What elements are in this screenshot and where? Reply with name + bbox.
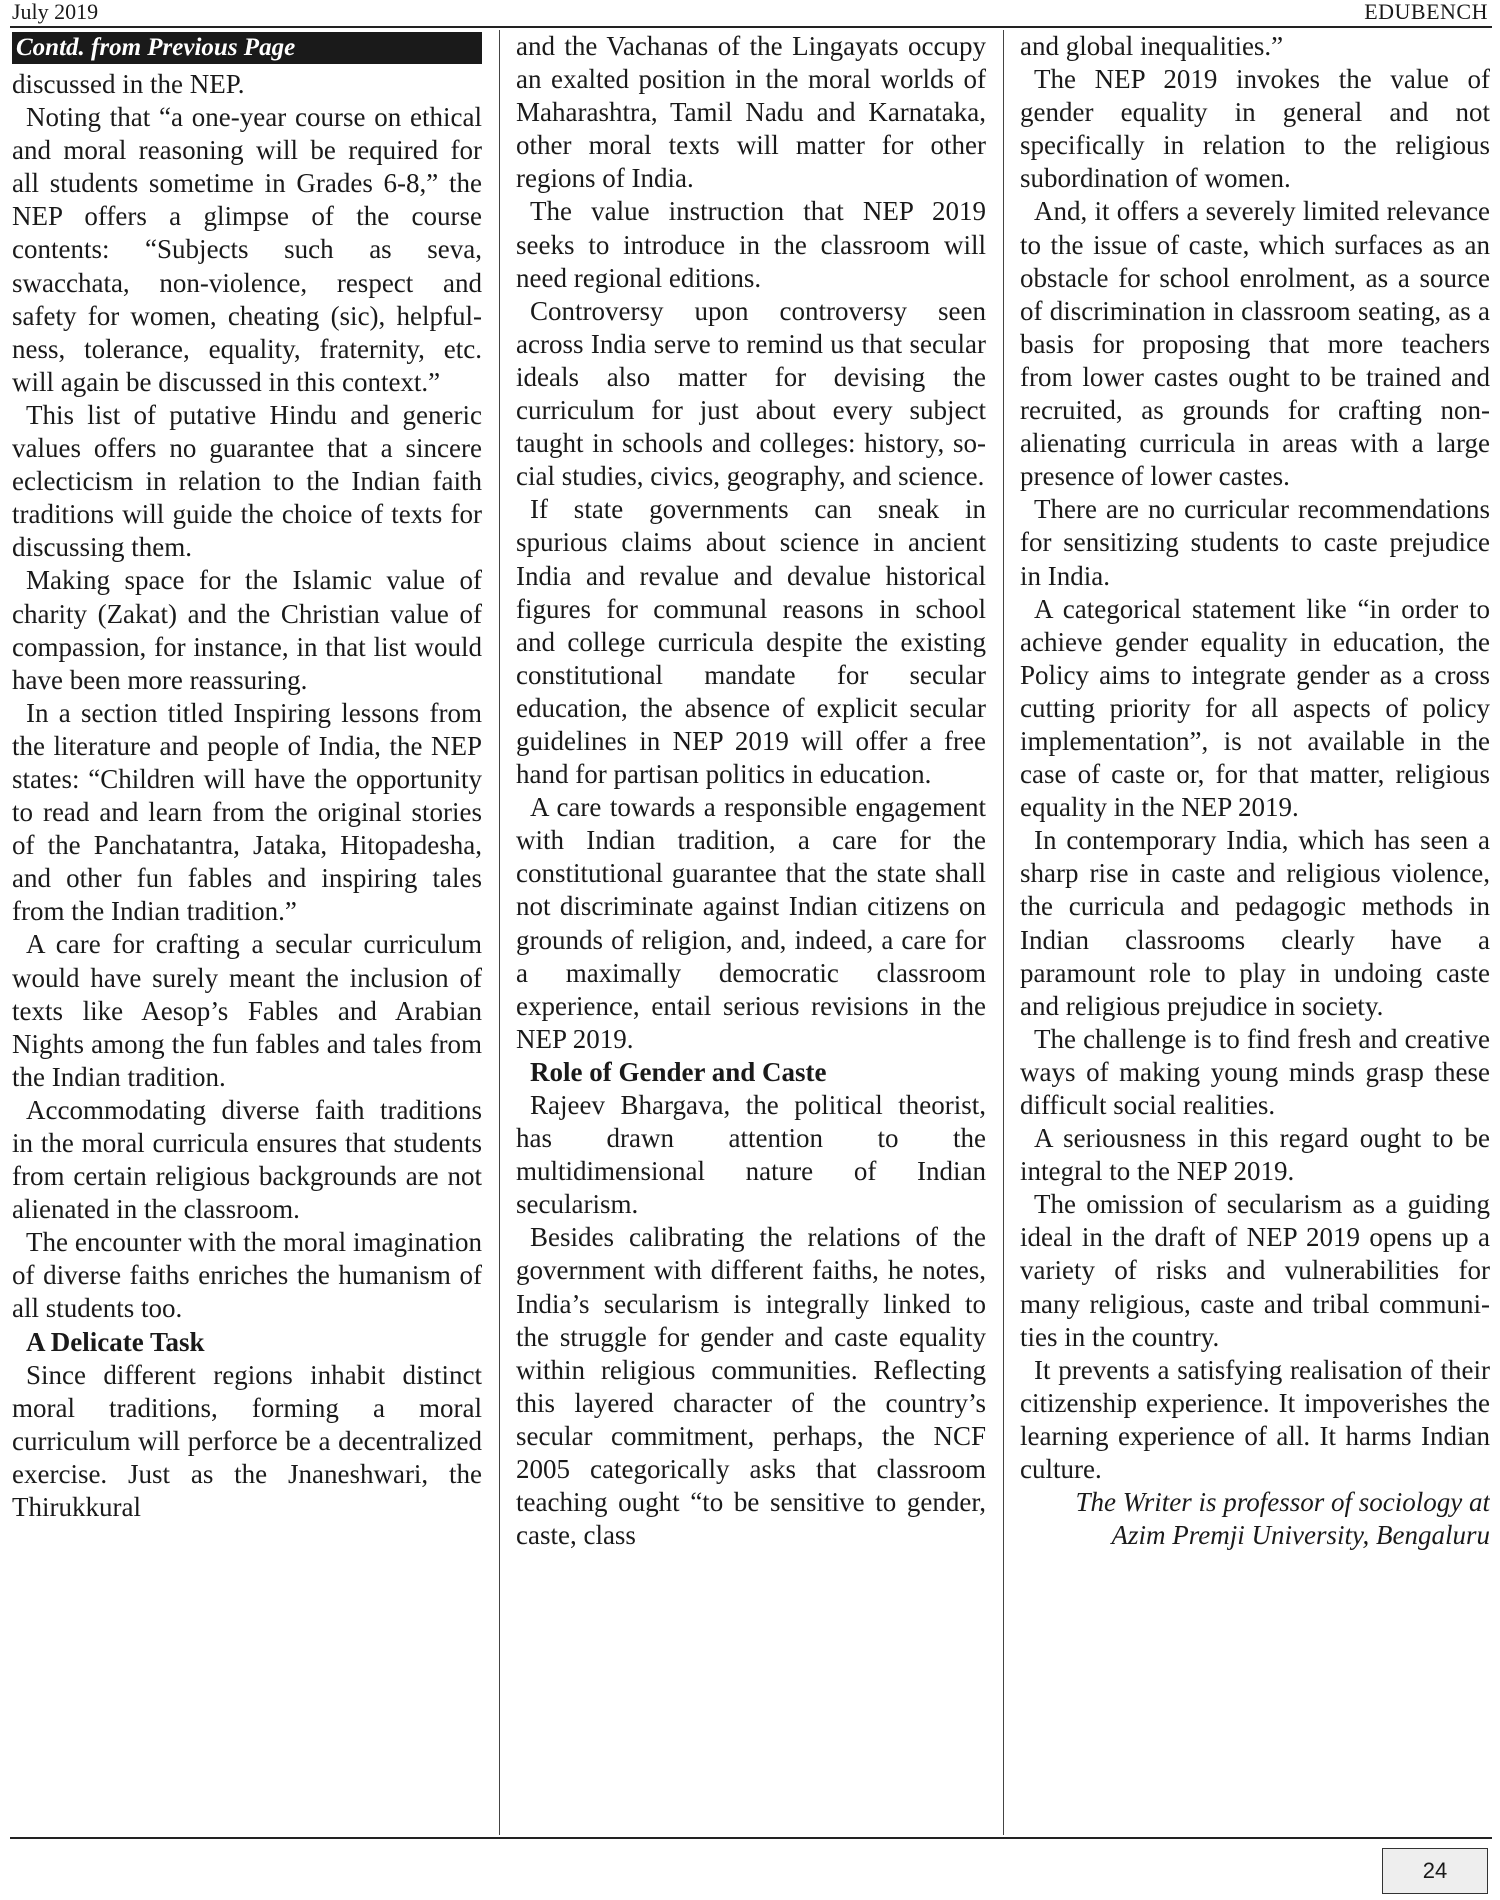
header-rule xyxy=(10,26,1492,28)
paragraph: and global inequalities.” xyxy=(1020,31,1284,61)
article-column-1 xyxy=(12,30,482,1835)
paragraph: There are no curricular recommendations for sensitizing students to caste prejudice in India. xyxy=(1020,494,1490,591)
footer-rule xyxy=(10,1837,1492,1839)
paragraph: Since different regions inhabit distinct moral traditions, forming a moral curriculum will perforce be a decentralized exercise. Just as the Jnaneshwari, the Thirukkural xyxy=(12,1359,482,1523)
column-divider xyxy=(1003,30,1004,1835)
paragraph: This list of putative Hindu and generic values offers no guarantee that a sincere eclecticism in relation to the Indian faith traditions will guide the choice of texts for discussing them. xyxy=(12,399,482,563)
paragraph: The value instruction that NEP 2019 seeks to introduce in the classroom will need regional editions. xyxy=(516,196,986,293)
publication-name: EDUBENCH xyxy=(1364,0,1488,24)
paragraph: Making space for the Islamic value of charity (Zakat) and the Christian value of compassion, for instance, in that list would have been more reassuring. xyxy=(12,565,482,695)
paragraph: A categorical statement like “in order to achieve gender equality in education, the Policy aims to integrate gender as a cross cutting priority for all aspects of policy implementation”, is not available in the case of caste or, for that matter, religious equality in the NEP 2019. xyxy=(1020,593,1490,823)
paragraph: The challenge is to find fresh and creative ways of making young minds grasp these difficult social realities. xyxy=(1020,1023,1490,1120)
paragraph: Accommodating diverse faith traditions in the moral curricula ensures that students from certain religious backgrounds are not alienated in the classroom. xyxy=(12,1094,482,1225)
paragraph: And, it offers a severely limited relevance to the issue of caste, which surfaces as an obstacle for school enrolment, as a source of discrimination in classroom seating, as a basis for proposing that more teachers from lower castes ought to be trained and recruited, as grounds for crafting non-alienating curricula in areas with a large presence of lower castes. xyxy=(1020,196,1490,492)
continued-label: Contd. from Previous Page xyxy=(12,32,482,64)
paragraph: In contemporary India, which has seen a sharp rise in caste and religious violence, the curricula and pedagogic methods in Indian classrooms clearly have a paramount role to play in undoing caste and religious prejudice in society. xyxy=(1020,825,1490,1021)
paragraph: discussed in the NEP. xyxy=(12,69,245,99)
paragraph: and the Vachanas of the Lingayats occupy an exalted position in the moral worlds of Maharashtra, Tamil Nadu and Karnataka, other moral texts will matter for other regions of India. xyxy=(516,31,986,194)
page-number: 24 xyxy=(1382,1848,1488,1894)
paragraph: A care for crafting a secular curriculum would have surely meant the inclusion of texts like Aesop’s Fables and Arabian Nights among the fun fables and tales from the Indian tradition. xyxy=(12,929,482,1092)
paragraph: Noting that “a one-year course on ethical and moral reasoning will be required for all students sometime in Grades 6-8,” the NEP offers a glimpse of the course contents: “Subjects such as seva, swacchata, non-violence, respect and safety for women, cheating (sic), helpfulness, tolerance, equality, fraternity, etc. will again be discussed in this context.” xyxy=(12,102,482,397)
section-heading: A Delicate Task xyxy=(26,1326,205,1357)
paragraph: The NEP 2019 invokes the value of gender equality in general and not specifically in relation to the religious subordination of women. xyxy=(1020,64,1490,194)
paragraph: In a section titled Inspiring lessons from the literature and people of India, the NEP states: “Children will have the opportunity to read and learn from the original stories of the Panchatantra, Jataka, Hitopadesha, and other fun fables and inspiring tales from the Indian tradition.” xyxy=(12,697,482,927)
paragraph: Rajeev Bhargava, the political theorist, has drawn attention to the multidimensional nature of Indian secularism. xyxy=(516,1090,986,1220)
paragraph: The omission of secularism as a guiding ideal in the draft of NEP 2019 opens up a variety of risks and vulnerabilities for many religious, caste and tribal communities in the country. xyxy=(1020,1189,1490,1352)
paragraph: Controversy upon controversy seen across India serve to remind us that secular ideals also matter for devising the curriculum for just about every subject taught in schools and colleges: history, social studies, civics, geography, and science. xyxy=(516,295,986,492)
section-heading: Role of Gender and Caste xyxy=(530,1056,827,1087)
column-divider xyxy=(499,30,500,1835)
paragraph: The encounter with the moral imagination of diverse faiths enriches the humanism of all students too. xyxy=(12,1227,482,1324)
author-credit: The Writer is professor of sociology at Azim Premji University, Bengaluru xyxy=(1075,1487,1490,1551)
article-column-3 xyxy=(1020,30,1490,1835)
issue-date: July 2019 xyxy=(12,0,99,24)
paragraph: It prevents a satisfying realisation of their citizenship experience. It impoverishes the learning experience of all. It harms Indian culture. xyxy=(1020,1354,1490,1485)
paragraph: A seriousness in this regard ought to be integral to the NEP 2019. xyxy=(1020,1123,1490,1187)
paragraph: If state governments can sneak in spurious claims about science in ancient India and revalue and devalue historical figures for communal reasons in school and college curricula despite the existing constitutional mandate for secular education, the absence of explicit secular guidelines in NEP 2019 will offer a free hand for partisan politics in education. xyxy=(516,494,986,790)
paragraph: Besides calibrating the relations of the government with different faiths, he notes, India’s secularism is integrally linked to the struggle for gender and caste equality within religious communities. Reflecting this layered character of the country’s secular commitment, perhaps, the NCF 2005 categorically asks that classroom teaching ought “to be sensitive to gender, caste, class xyxy=(516,1222,986,1551)
paragraph: A care towards a responsible engagement with Indian tradition, a care for the constitutional guarantee that the state shall not discriminate against Indian citizens on grounds of religion, and, indeed, a care for a maximally democratic classroom experience, entail serious revisions in the NEP 2019. xyxy=(516,792,986,1054)
article-column-2 xyxy=(516,30,986,1835)
